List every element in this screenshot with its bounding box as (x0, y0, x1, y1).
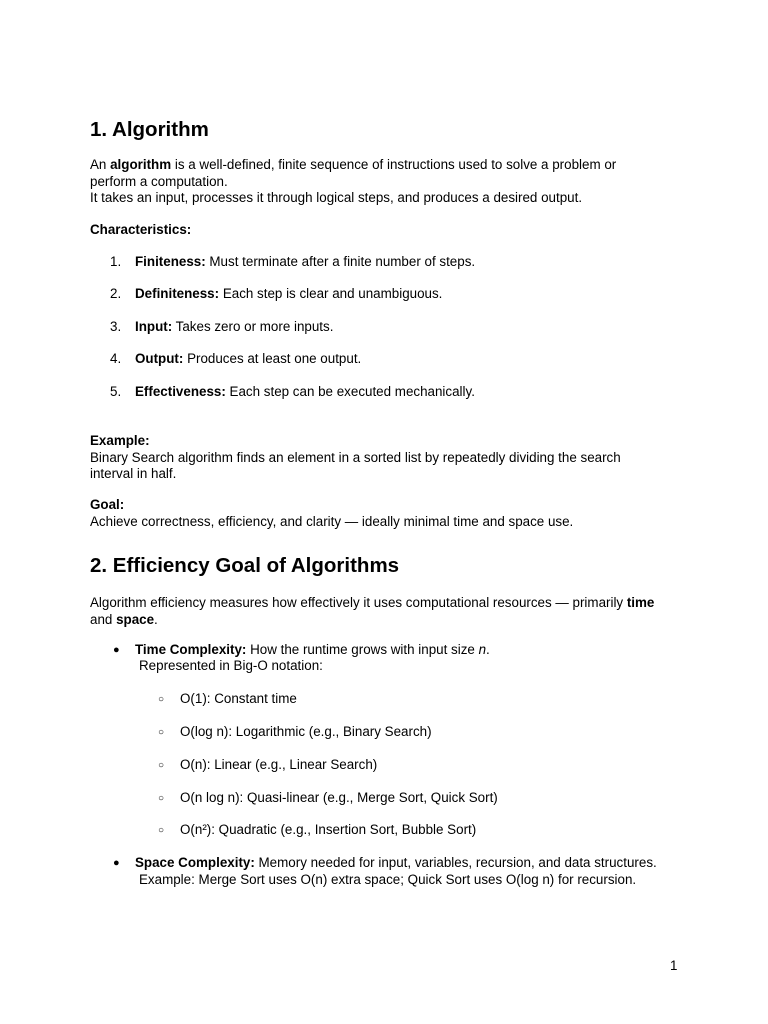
bullet-icon: ● (113, 857, 120, 869)
bullet-text: How the runtime grows with input size (246, 642, 479, 657)
bullet-item-space-complexity (113, 855, 657, 872)
intro-bold-term: space (116, 612, 155, 627)
sub-list-item (158, 691, 297, 709)
example-line-2: interval in half. (90, 466, 177, 481)
section-1-intro-line-3: It takes an input, processes it through logical steps, and produces a desired output. (90, 190, 583, 205)
bullet-text: Memory needed for input, variables, recursion, and data structures. (254, 855, 657, 870)
goal-label (90, 497, 678, 514)
list-term: Input: (135, 319, 173, 334)
intro-text: . (154, 612, 158, 627)
list-term: Finiteness: (135, 254, 206, 269)
example-label-text: Example: (90, 433, 150, 448)
hollow-bullet-icon: ○ (158, 793, 165, 804)
section-1-intro-line-1 (90, 157, 678, 174)
characteristics-label-text: Characteristics: (90, 222, 192, 237)
list-item (110, 254, 475, 271)
list-item (110, 286, 442, 303)
sub-list-item (158, 724, 432, 742)
hollow-bullet-icon: ○ (158, 694, 165, 705)
intro-text: and (90, 612, 117, 627)
sub-list-text: O(log n): Logarithmic (e.g., Binary Search) (180, 724, 432, 739)
space-complexity-line-2: Example: Merge Sort uses O(n) extra space; Quick Sort uses O(log n) for recursion. (139, 872, 637, 887)
list-item (110, 384, 475, 401)
hollow-bullet-icon: ○ (158, 727, 165, 738)
list-number: 5. (110, 384, 122, 399)
list-item (110, 351, 361, 368)
intro-text: is a well-defined, finite sequence of instructions used to solve a problem or (171, 157, 617, 172)
list-text: Each step is clear and unambiguous. (219, 286, 443, 301)
sub-list-item (158, 757, 377, 775)
sub-list-item (158, 790, 498, 808)
intro-bold-term: algorithm (110, 157, 172, 172)
list-number: 1. (110, 254, 122, 269)
section-1-heading: 1. Algorithm (90, 118, 209, 141)
list-term: Output: (135, 351, 184, 366)
intro-text: An (90, 157, 111, 172)
list-number: 4. (110, 351, 122, 366)
sub-list-text: O(n log n): Quasi-linear (e.g., Merge Sort, Quick Sort) (180, 790, 498, 805)
list-number: 2. (110, 286, 122, 301)
section-2-intro-line-2 (90, 612, 678, 629)
list-item (110, 319, 333, 336)
list-term: Definiteness: (135, 286, 220, 301)
list-number: 3. (110, 319, 122, 334)
section-1-intro-line-2: perform a computation. (90, 174, 228, 189)
goal-text: Achieve correctness, efficiency, and clarity — ideally minimal time and space use. (90, 514, 574, 529)
bullet-item-time-complexity (113, 642, 490, 659)
section-2-heading: 2. Efficiency Goal of Algorithms (90, 554, 400, 577)
goal-label-text: Goal: (90, 497, 125, 512)
hollow-bullet-icon: ○ (158, 760, 165, 771)
list-text: Each step can be executed mechanically. (225, 384, 475, 399)
example-label (90, 433, 678, 450)
list-text: Produces at least one output. (183, 351, 362, 366)
sub-list-text: O(n²): Quadratic (e.g., Insertion Sort, Bubble Sort) (180, 822, 477, 837)
bullet-icon: ● (113, 644, 120, 656)
page-number: 1 (670, 958, 678, 973)
section-2-intro-line-1 (90, 595, 678, 612)
list-text: Must terminate after a finite number of steps. (205, 254, 476, 269)
list-term: Effectiveness: (135, 384, 226, 399)
bullet-term: Space Complexity: (135, 855, 255, 870)
bullet-text: . (486, 642, 490, 657)
list-text: Takes zero or more inputs. (172, 319, 334, 334)
hollow-bullet-icon: ○ (158, 825, 165, 836)
sub-list-item (158, 822, 476, 840)
characteristics-label (90, 222, 678, 239)
bullet-term: Time Complexity: (135, 642, 247, 657)
intro-text: Algorithm efficiency measures how effectively it uses computational resources — primarily (90, 595, 627, 610)
time-complexity-line-2: Represented in Big-O notation: (139, 658, 323, 673)
sub-list-text: O(n): Linear (e.g., Linear Search) (180, 757, 378, 772)
sub-list-text: O(1): Constant time (180, 691, 297, 706)
intro-bold-term: time (626, 595, 655, 610)
bullet-variable: n (478, 642, 487, 657)
example-line-1: Binary Search algorithm finds an element in a sorted list by repeatedly dividing the search (90, 450, 621, 465)
